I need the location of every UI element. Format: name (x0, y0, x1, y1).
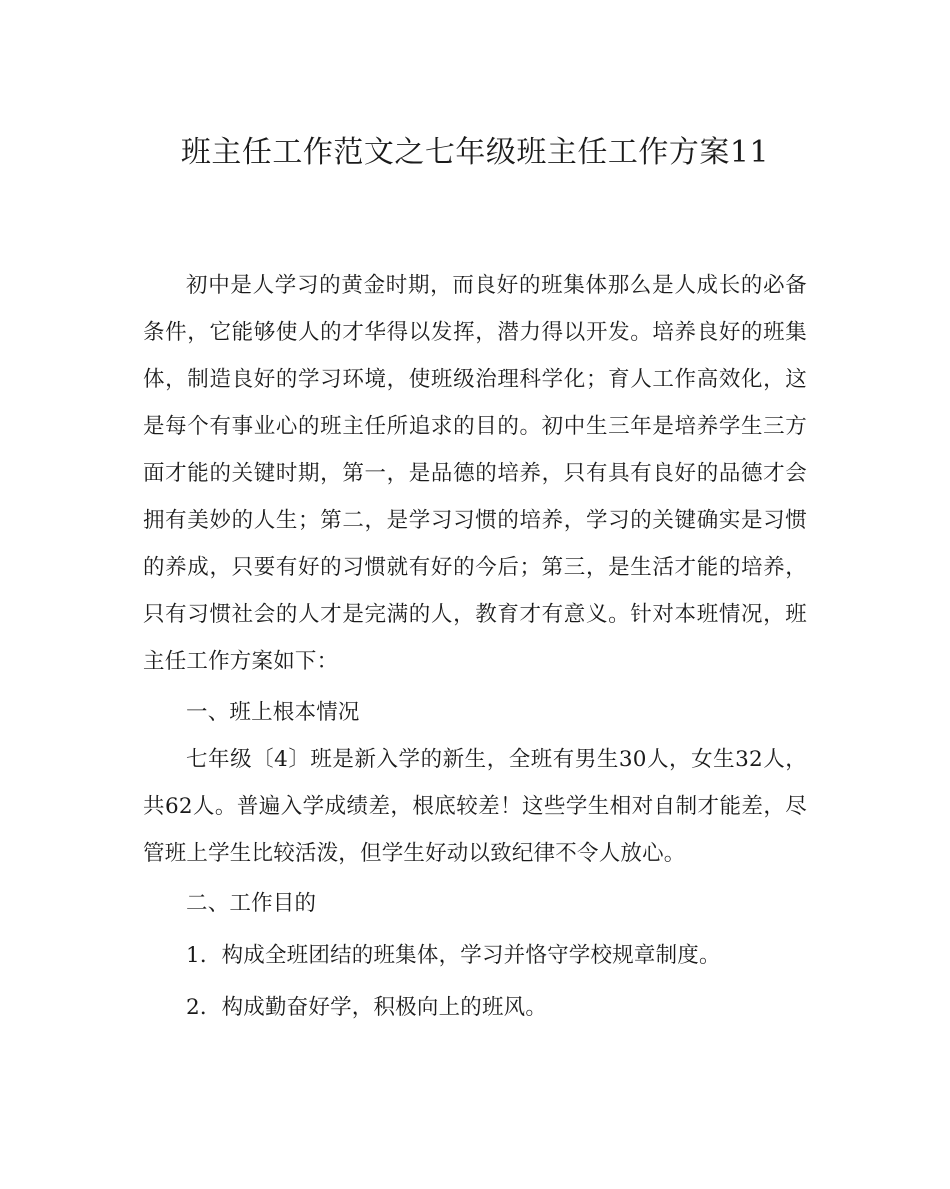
goal-item-1: 1．构成全班团结的班集体，学习并恪守学校规章制度。 (186, 943, 721, 968)
section-heading-work-goals: 二、工作目的 (186, 891, 317, 916)
document-body (143, 262, 807, 1031)
class-situation-paragraph: 七年级〔4〕班是新入学的新生，全班有男生30人，女生32人，共62人。普遍入学成绩差，根底较差！这些学生相对自制才能差，尽管班上学生比较活泼，但学生好动以致纪律不令人放心。 (143, 747, 807, 866)
section-heading-class-situation: 一、班上根本情况 (186, 700, 360, 725)
intro-paragraph: 初中是人学习的黄金时期，而良好的班集体那么是人成长的必备条件，它能够使人的才华得以发挥，潜力得以开发。培养良好的班集体，制造良好的学习环境，使班级治理科学化；育人工作高效化，这是每个有事业心的班主任所追求的目的。初中生三年是培养学生三方面才能的关键时期，第一，是品德的培养，只有具有良好的品德才会拥有美妙的人生；第二，是学习习惯的培养，学习的关键确实是习惯的养成，只要有好的习惯就有好的今后；第三，是生活才能的培养，只有习惯社会的人才是完满的人，教育才有意义。针对本班情况，班主任工作方案如下： (143, 273, 807, 674)
document-title: 班主任工作范文之七年级班主任工作方案11 (180, 135, 770, 170)
goal-item-2: 2．构成勤奋好学，积极向上的班风。 (186, 995, 548, 1020)
